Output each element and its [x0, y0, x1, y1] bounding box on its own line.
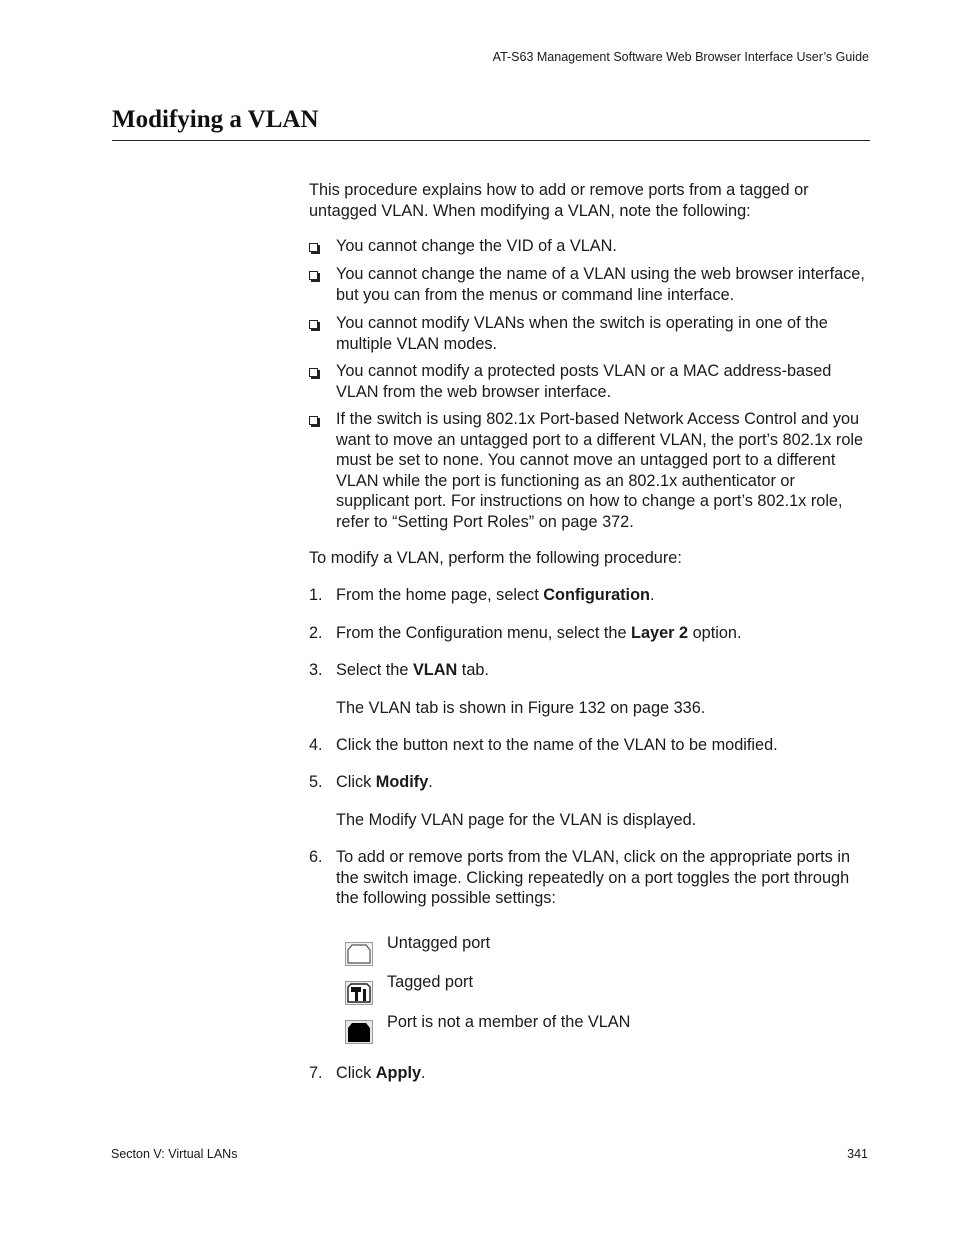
- running-header: AT-S63 Management Software Web Browser Interface User’s Guide: [492, 50, 869, 64]
- ui-term: Configuration: [543, 586, 650, 604]
- step-note: The Modify VLAN page for the VLAN is displayed.: [336, 811, 697, 829]
- step-text: Click the button next to the name of the VLAN to be modified.: [336, 736, 778, 754]
- intro-paragraph: This procedure explains how to add or remove ports from a tagged or untagged VLAN. When modifying a VLAN, note the following:: [309, 181, 809, 220]
- ui-term: VLAN: [412, 661, 458, 679]
- step-3-note: [309, 698, 871, 719]
- untagged-port-icon: [345, 942, 373, 966]
- tagged-port-icon: [345, 981, 373, 1005]
- checkbox-bullet-icon: [309, 320, 318, 329]
- step-5-note: [309, 810, 871, 831]
- note-item: [309, 264, 871, 305]
- step-1: [309, 585, 871, 606]
- note-text: If the switch is using 802.1x Port-based Network Access Control and you want to move an untagged port to a different VLAN, the port’s 802.1x role must be set to none. You cannot move an untagged port to a different VLAN while the port is functioning as an 802.1x authenticator or supplicant port. For instructions on how to change a port’s 802.1x role, refer to “Setting Port Roles” on page 372.: [336, 410, 864, 531]
- step-7: [309, 1063, 871, 1084]
- step-note: The VLAN tab is shown in Figure 132 on page 336.: [336, 699, 706, 717]
- step-6: [309, 847, 871, 909]
- legend-label: Tagged port: [387, 973, 473, 991]
- step-number: 1.: [309, 586, 323, 604]
- step-text: From the home page, select Configuration.: [336, 586, 655, 604]
- note-text: You cannot change the VID of a VLAN.: [336, 237, 617, 255]
- note-item: [309, 313, 871, 354]
- checkbox-bullet-icon: [309, 368, 318, 377]
- legend-label: Untagged port: [387, 934, 491, 952]
- step-number: 4.: [309, 736, 323, 754]
- checkbox-bullet-icon: [309, 416, 318, 425]
- step-2: [309, 623, 871, 644]
- note-text: You cannot change the name of a VLAN using the web browser interface, but you can from the menus or command line interface.: [336, 265, 865, 304]
- section-title: Modifying a VLAN: [112, 106, 319, 133]
- step-text: Click Apply.: [336, 1064, 426, 1082]
- note-text: You cannot modify a protected posts VLAN or a MAC address-based VLAN from the web browser interface.: [336, 362, 832, 401]
- step-4: [309, 735, 871, 756]
- checkbox-bullet-icon: [309, 271, 318, 280]
- step-5: [309, 772, 871, 793]
- step-text: Click Modify.: [336, 773, 433, 791]
- procedure-intro: To modify a VLAN, perform the following procedure:: [309, 549, 682, 567]
- note-item: [309, 409, 871, 532]
- title-rule: [112, 140, 870, 141]
- ui-term: Apply: [375, 1064, 422, 1082]
- page-number: 341: [847, 1147, 868, 1161]
- step-number: 3.: [309, 661, 323, 679]
- step-text: From the Configuration menu, select the Layer 2 option.: [336, 624, 742, 642]
- step-text: To add or remove ports from the VLAN, click on the appropriate ports in the switch image. Clicking repeatedly on a port toggles the port through the following possible settings:: [336, 848, 851, 907]
- step-number: 7.: [309, 1064, 323, 1082]
- legend-label: Port is not a member of the VLAN: [387, 1013, 631, 1031]
- ui-term: Layer 2: [631, 624, 689, 642]
- step-3: [309, 660, 871, 681]
- step-number: 5.: [309, 773, 323, 791]
- ui-term: Modify: [375, 773, 429, 791]
- step-number: 2.: [309, 624, 323, 642]
- note-text: You cannot modify VLANs when the switch is operating in one of the multiple VLAN modes.: [336, 314, 828, 353]
- footer-section: Secton V: Virtual LANs: [111, 1147, 238, 1161]
- checkbox-bullet-icon: [309, 243, 318, 252]
- note-item: [309, 361, 871, 402]
- note-item: [309, 236, 871, 257]
- step-text: Select the VLAN tab.: [336, 661, 489, 679]
- non-member-port-icon: [345, 1020, 373, 1044]
- step-number: 6.: [309, 848, 323, 866]
